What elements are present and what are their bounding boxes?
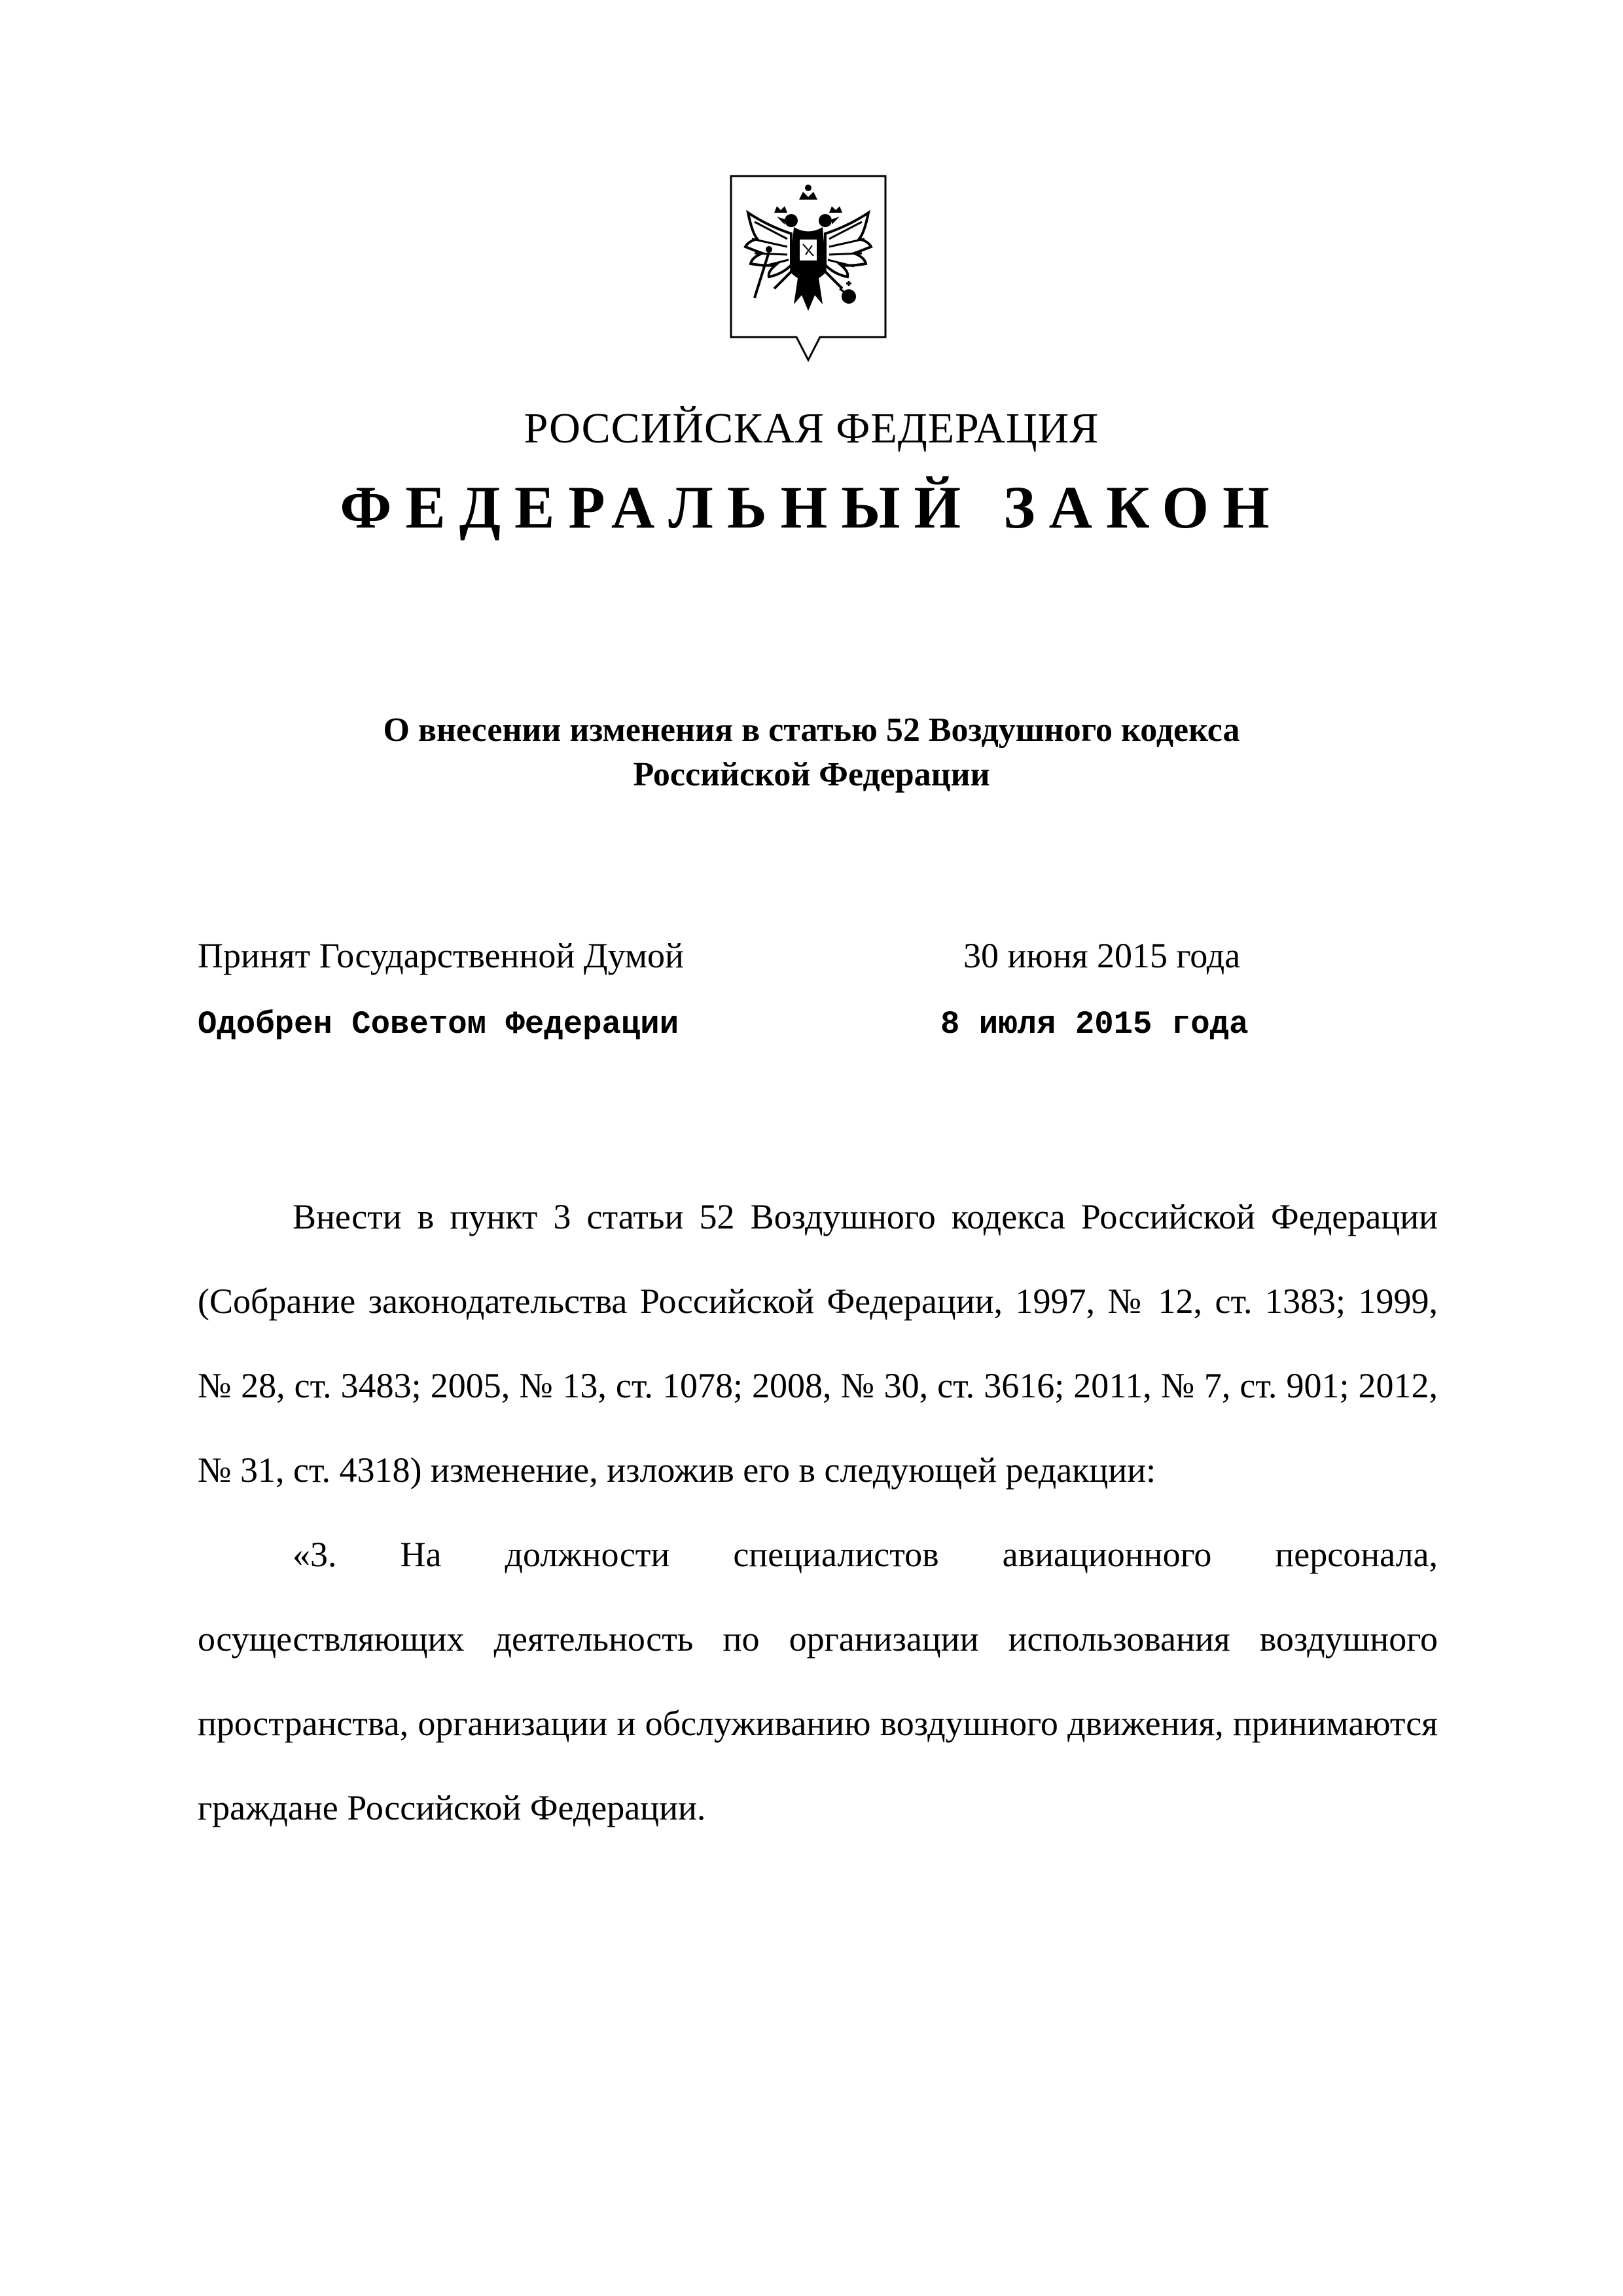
- law-title-line-2: Российской Федерации: [633, 756, 990, 793]
- document-type-heading: ФЕДЕРАЛЬНЫЙ ЗАКОН: [340, 474, 1283, 541]
- council-approval-label: Одобрен Советом Федерации: [198, 1006, 679, 1043]
- council-approval-date: 8 июля 2015 года: [940, 1006, 1249, 1043]
- duma-adoption-label: Принят Государственной Думой: [198, 936, 684, 975]
- body-paragraph-2: «3. На должности специалистов авиационного персонала, осуществляющих деятельность по организации использования воздушного пространства, организации и обслуживанию воздушного движения, принимаются граждане Российской Федерации.: [198, 1535, 1438, 1827]
- duma-adoption-date: 30 июня 2015 года: [963, 936, 1241, 975]
- coat-of-arms-emblem-icon: [728, 173, 888, 363]
- law-body: [198, 1175, 1438, 1850]
- country-heading: РОССИЙСКАЯ ФЕДЕРАЦИЯ: [524, 404, 1099, 452]
- law-title: [196, 708, 1427, 797]
- body-paragraph-1: Внести в пункт 3 статьи 52 Воздушного кодекса Российской Федерации (Собрание законодательства Российской Федерации, 1997, № 12, ст. 1383; 1999, № 28, ст. 3483; 2005, № 13, ст. 1078; 2008, № 30, ст. 3616; 2011, № 7, ст. 901; 2012, № 31, ст. 4318) изменение, изложив его в следующей редакции:: [198, 1197, 1438, 1490]
- law-title-line-1: О внесении изменения в статью 52 Воздушного кодекса: [383, 711, 1240, 749]
